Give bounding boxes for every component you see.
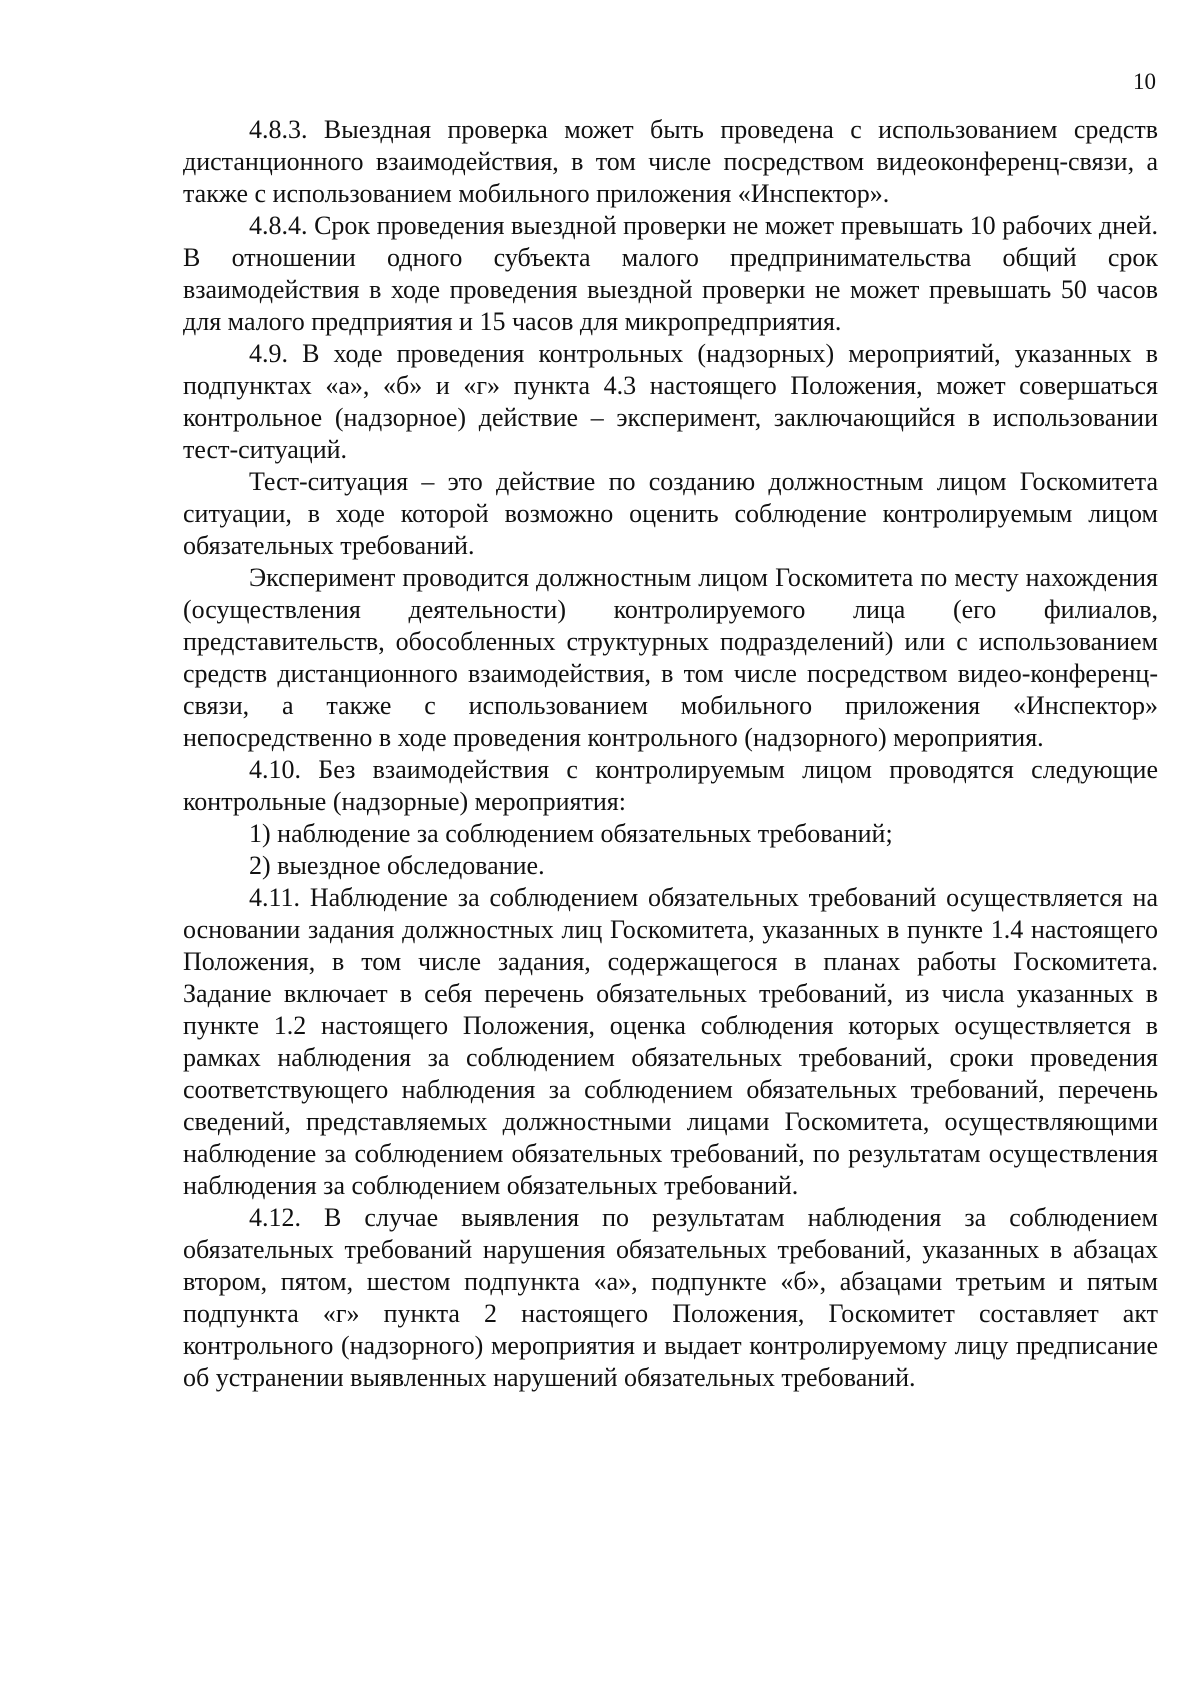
list-item-2: 2) выездное обследование. [249, 851, 545, 880]
paragraph-4-10: 4.10. Без взаимодействия с контролируемым лицом проводятся следующие контрольные (надзорные) мероприятия: [183, 755, 1158, 816]
paragraph-4-12: 4.12. В случае выявления по результатам наблюдения за соблюдением обязательных требований нарушения обязательных требований, указанных в абзацах втором, пятом, шестом подпункта «а», подпункте «б», абзацами третьим и пятым подпункта «г» пункта 2 настоящего Положения, Госкомитет составляет акт контрольного (надзорного) мероприятия и выдает контролируемому лицу предписание об устранении выявленных нарушений обязательных требований. [183, 1203, 1158, 1392]
paragraph-experiment: Эксперимент проводится должностным лицом Госкомитета по месту нахождения (осуществления деятельности) контролируемого лица (его филиалов, представительств, обособленных структурных подразделений) или с использованием средств дистанционного взаимодействия, в том числе посредством видео-конференц-связи, а также с использованием мобильного приложения «Инспектор» непосредственно в ходе проведения контрольного (надзорного) мероприятия. [183, 563, 1158, 752]
paragraph-4-9: 4.9. В ходе проведения контрольных (надзорных) мероприятий, указанных в подпунктах «а», «б» и «г» пункта 4.3 настоящего Положения, может совершаться контрольное (надзорное) действие – эксперимент, заключающийся в использовании тест-ситуаций. [183, 339, 1158, 464]
list-item-1: 1) наблюдение за соблюдением обязательных требований; [249, 819, 893, 848]
paragraph-4-8-4: 4.8.4. Срок проведения выездной проверки не может превышать 10 рабочих дней. В отношении одного субъекта малого предпринимательства общий срок взаимодействия в ходе проведения выездной проверки не может превышать 50 часов для малого предприятия и 15 часов для микропредприятия. [183, 211, 1158, 336]
paragraph-4-11: 4.11. Наблюдение за соблюдением обязательных требований осуществляется на основании задания должностных лиц Госкомитета, указанных в пункте 1.4 настоящего Положения, в том числе задания, содержащегося в планах работы Госкомитета. Задание включает в себя перечень обязательных требований, из числа указанных в пункте 1.2 настоящего Положения, оценка соблюдения которых осуществляется в рамках наблюдения за соблюдением обязательных требований, сроки проведения соответствующего наблюдения за соблюдением обязательных требований, перечень сведений, представляемых должностными лицами Госкомитета, осуществляющими наблюдение за соблюдением обязательных требований, по результатам осуществления наблюдения за соблюдением обязательных требований. [183, 883, 1158, 1200]
document-body [183, 114, 1158, 1394]
paragraph-4-8-3: 4.8.3. Выездная проверка может быть проведена с использованием средств дистанционного взаимодействия, в том числе посредством видеоконференц-связи, а также с использованием мобильного приложения «Инспектор». [183, 115, 1158, 208]
paragraph-test-situation: Тест-ситуация – это действие по созданию должностным лицом Госкомитета ситуации, в ходе которой возможно оценить соблюдение контролируемым лицом обязательных требований. [183, 467, 1158, 560]
page-number: 10 [1133, 69, 1156, 94]
